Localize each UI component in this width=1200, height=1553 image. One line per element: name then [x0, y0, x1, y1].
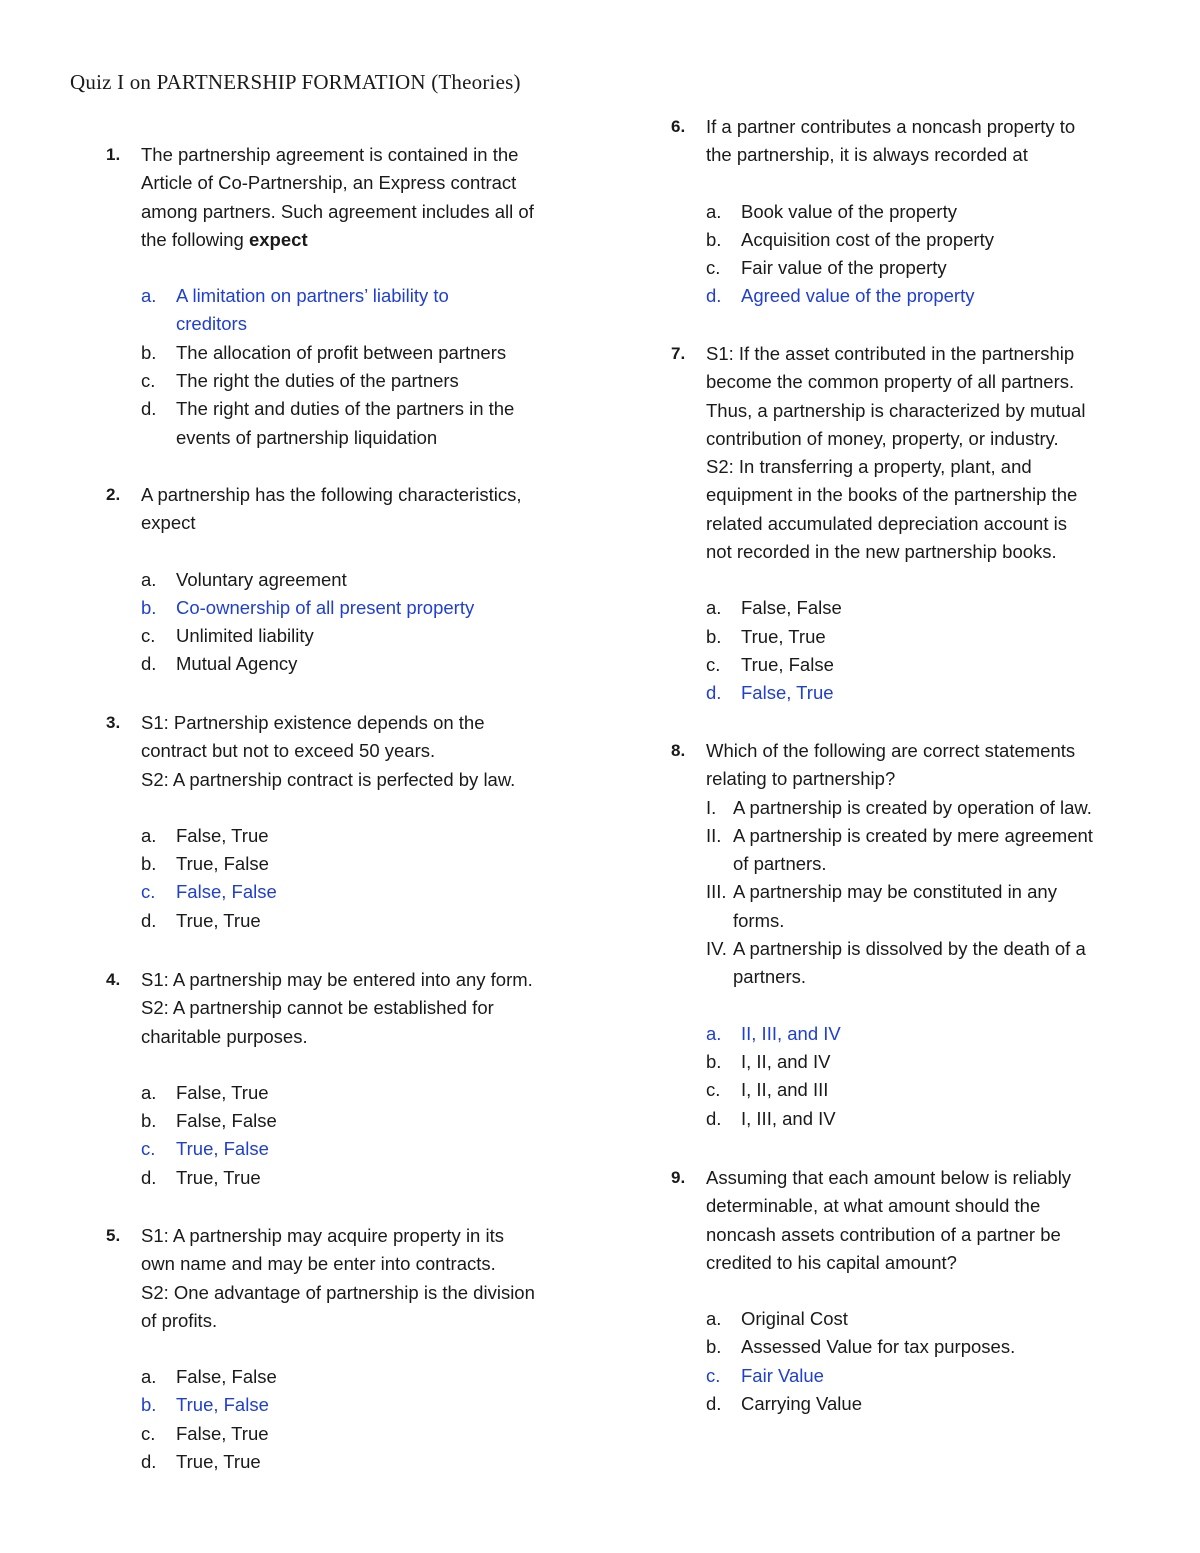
option-b[interactable]: b. Acquisition cost of the property [706, 228, 994, 250]
option-list [706, 198, 1146, 311]
option-list [141, 282, 581, 452]
question-2 [106, 481, 581, 679]
option-d[interactable]: d. I, III, and IV [706, 1107, 836, 1129]
question-1 [106, 141, 581, 452]
option-b[interactable]: b. Assessed Value for tax purposes. [706, 1336, 1016, 1358]
option-list [706, 1020, 1146, 1133]
option-list [141, 566, 581, 679]
question-stem: S1: A partnership may be entered into any form. S2: A partnership cannot be established for charitable purposes. [141, 969, 533, 1047]
statement-item: I. A partnership is created by operation of law. [706, 796, 1092, 818]
option-a[interactable]: a. False, False [706, 597, 842, 619]
option-c[interactable]: c. Fair value of the property [706, 257, 947, 279]
option-a[interactable]: a. Voluntary agreement [141, 568, 347, 590]
option-c[interactable]: c. I, II, and III [706, 1079, 829, 1101]
option-b[interactable]: b. I, II, and IV [706, 1050, 831, 1072]
option-a[interactable]: a. Book value of the property [706, 200, 957, 222]
question-4 [106, 966, 581, 1192]
question-number: 5. [106, 1226, 121, 1245]
option-a[interactable]: a. False, True [141, 824, 269, 846]
option-b-correct[interactable]: b. True, False [141, 1394, 269, 1416]
question-3 [106, 709, 581, 935]
question-9 [671, 1164, 1146, 1418]
option-list [706, 1305, 1146, 1418]
option-d[interactable]: d. True, True [141, 1451, 261, 1473]
page-title: Quiz I on PARTNERSHIP FORMATION (Theories) [70, 70, 521, 94]
option-d[interactable]: d. The right and duties of the partners in the events of partnership liquidation [141, 398, 515, 448]
question-number: 7. [671, 344, 686, 363]
question-number: 9. [671, 1168, 686, 1187]
question-number: 8. [671, 741, 686, 760]
option-a-correct[interactable]: a. II, III, and IV [706, 1022, 841, 1044]
question-stem: If a partner contributes a noncash property to the partnership, it is always recorded at [706, 116, 1076, 166]
statement-list [706, 794, 1146, 992]
question-stem: Which of the following are correct statements relating to partnership? [706, 740, 1076, 790]
question-stem: Assuming that each amount below is reliably determinable, at what amount should the noncash assets contribution of a partner be credited to his capital amount? [706, 1167, 1072, 1273]
question-stem: The partnership agreement is contained in the Article of Co-Partnership, an Express contract among partners. Such agreement includes all of the following expect [141, 144, 534, 250]
question-5 [106, 1222, 581, 1476]
option-a[interactable]: a. False, True [141, 1081, 269, 1103]
option-c[interactable]: c. False, True [141, 1422, 269, 1444]
question-number: 6. [671, 117, 686, 136]
option-b[interactable]: b. False, False [141, 1110, 277, 1132]
option-b[interactable]: b. True, True [706, 625, 826, 647]
option-c-correct[interactable]: c. Fair Value [706, 1364, 824, 1386]
question-8 [671, 737, 1146, 1133]
question-number: 4. [106, 970, 121, 989]
question-stem: S1: A partnership may acquire property in its own name and may be enter into contracts. S2: One advantage of partnership is the division of profits. [141, 1225, 535, 1331]
question-number: 2. [106, 485, 121, 504]
option-d[interactable]: d. True, True [141, 1166, 261, 1188]
statement-item: IV. A partnership is dissolved by the death of a partners. [706, 938, 1086, 988]
question-number: 3. [106, 713, 121, 732]
statement-item: II. A partnership is created by mere agreement of partners. [706, 824, 1093, 875]
option-list [141, 1079, 581, 1192]
question-number: 1. [106, 145, 121, 164]
question-stem: A partnership has the following characteristics, expect [141, 484, 522, 534]
option-c[interactable]: c. Unlimited liability [141, 625, 314, 647]
option-d[interactable]: d. True, True [141, 909, 261, 931]
option-list [141, 1363, 581, 1476]
option-d[interactable]: d. Carrying Value [706, 1393, 862, 1415]
option-d[interactable]: d. Mutual Agency [141, 653, 298, 675]
option-b[interactable]: b. The allocation of profit between partners [141, 341, 507, 363]
option-list [706, 594, 1146, 707]
question-6 [671, 113, 1146, 311]
question-stem: S1: Partnership existence depends on the contract but not to exceed 50 years. S2: A partnership contract is perfected by law. [141, 712, 516, 790]
option-c[interactable]: c. The right the duties of the partners [141, 370, 459, 392]
option-a[interactable]: a. Original Cost [706, 1308, 848, 1330]
option-list [141, 822, 581, 935]
option-a-correct[interactable]: a. A limitation on partners’ liability to creditors [141, 285, 449, 335]
option-c[interactable]: c. True, False [706, 653, 834, 675]
option-b[interactable]: b. True, False [141, 853, 269, 875]
option-b-correct[interactable]: b. Co-ownership of all present property [141, 596, 475, 618]
option-c-correct[interactable]: c. True, False [141, 1138, 269, 1160]
question-7 [671, 340, 1146, 708]
question-stem: S1: If the asset contributed in the partnership become the common property of all partners. Thus, a partnership is characterized by mutual contribution of money, property, or industry. S2: In transferring a property, plant, and equipment in the books of the partnership the related accumulated depreciation account is not recorded in the new partnership books. [706, 343, 1086, 563]
option-a[interactable]: a. False, False [141, 1366, 277, 1388]
option-d-correct[interactable]: d. False, True [706, 682, 834, 704]
option-d-correct[interactable]: d. Agreed value of the property [706, 285, 975, 307]
option-c-correct[interactable]: c. False, False [141, 881, 277, 903]
statement-item: III. A partnership may be constituted in any forms. [706, 881, 1057, 931]
